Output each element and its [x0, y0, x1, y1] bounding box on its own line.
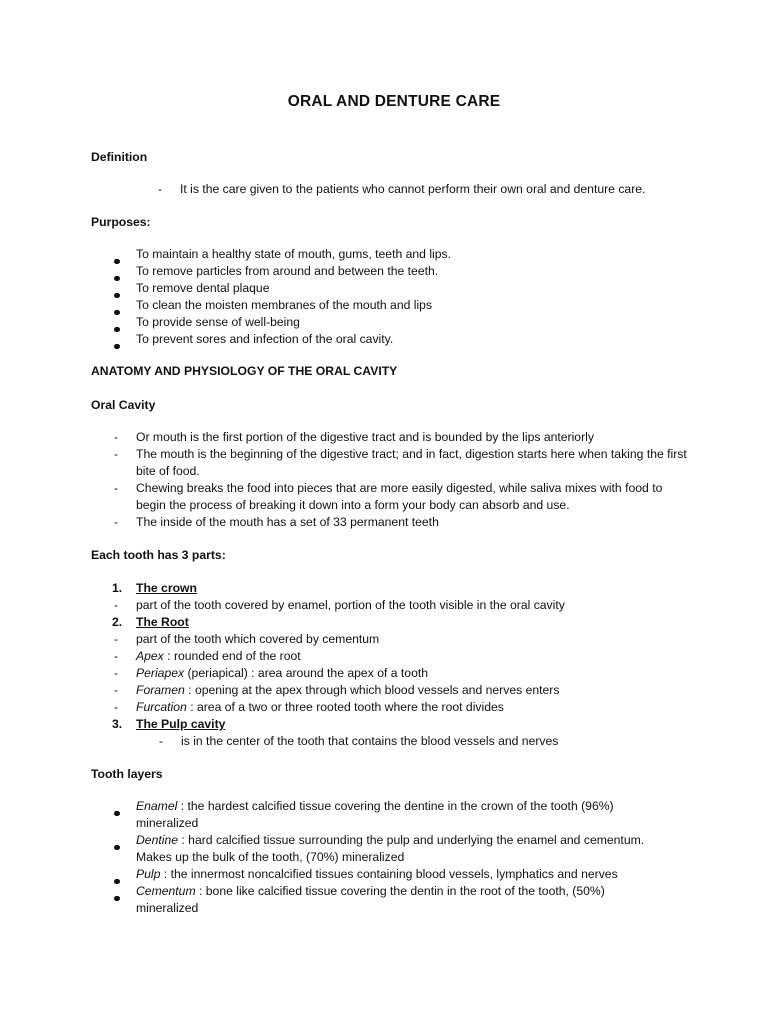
- bullet-icon: [114, 879, 120, 885]
- page-title: ORAL AND DENTURE CARE: [287, 93, 501, 110]
- list-number: 2.: [112, 615, 123, 629]
- list-item: To remove dental plaque: [136, 280, 696, 297]
- bullet-icon: [114, 310, 120, 316]
- list-item: Enamel : the hardest calcified tissue covering the dentine in the crown of the tooth (96%) mineralized: [136, 798, 666, 832]
- purposes-list: [136, 246, 696, 348]
- list-item: - The inside of the mouth has a set of 33 permanent teeth: [114, 515, 439, 529]
- list-item-crown: [112, 580, 696, 597]
- dash-marker: -: [114, 481, 119, 495]
- dash-marker: -: [114, 683, 119, 697]
- part-label: The Pulp cavity: [136, 717, 226, 731]
- dash-marker: -: [159, 734, 164, 748]
- list-item: To prevent sores and infection of the oral cavity.: [136, 331, 696, 348]
- list-item: Dentine : hard calcified tissue surrounding the pulp and underlying the enamel and cementum. Makes up the bulk of the tooth, (70%) mineralized: [136, 832, 666, 866]
- list-item: - Or mouth is the first portion of the digestive tract and is bounded by the lips anteriorly: [114, 430, 594, 444]
- list-item: - is in the center of the tooth that contains the blood vessels and nerves: [159, 734, 559, 748]
- part-label: The Root: [136, 615, 189, 629]
- bullet-icon: [114, 845, 120, 851]
- list-item: - Chewing breaks the food into pieces that are more easily digested, while saliva mixes with food to begin the process of breaking it down into a form your body can absorb and use.: [114, 481, 663, 512]
- tooth-parts-list: [112, 580, 696, 750]
- list-item: - Furcation : area of a two or three rooted tooth where the root divides: [114, 700, 504, 714]
- list-number: 1.: [112, 581, 123, 595]
- dash-marker: -: [114, 649, 119, 663]
- tooth-layers-list: [136, 798, 666, 917]
- part-label: The crown: [136, 581, 197, 595]
- tooth-layers-heading: Tooth layers: [91, 767, 163, 781]
- list-item: Cementum : bone like calcified tissue covering the dentin in the root of the tooth, (50%) mineralized: [136, 883, 666, 917]
- list-item-pulp: [112, 716, 696, 733]
- dash-marker: -: [114, 447, 119, 461]
- definition-heading: Definition: [91, 150, 148, 164]
- dash-marker: -: [114, 430, 119, 444]
- list-item: To clean the moisten membranes of the mouth and lips: [136, 297, 696, 314]
- oral-cavity-heading: Oral Cavity: [91, 398, 156, 412]
- bullet-icon: [114, 327, 120, 333]
- bullet-icon: [114, 276, 120, 282]
- list-item: - Apex : rounded end of the root: [114, 649, 301, 663]
- oral-cavity-list: [114, 429, 691, 531]
- list-item: - Foramen : opening at the apex through which blood vessels and nerves enters: [114, 683, 560, 697]
- list-item: - It is the care given to the patients who cannot perform their own oral and denture care.: [158, 182, 646, 196]
- dash-marker: -: [114, 700, 119, 714]
- list-item: - Periapex (periapical) : area around the apex of a tooth: [114, 666, 429, 680]
- dash-marker: -: [114, 598, 119, 612]
- purposes-heading: Purposes:: [91, 215, 151, 229]
- list-item: - part of the tooth which covered by cementum: [114, 632, 380, 646]
- list-item: Pulp : the innermost noncalcified tissues containing blood vessels, lymphatics and nerves: [136, 866, 666, 883]
- list-item-root: [112, 614, 696, 631]
- tooth-parts-heading: Each tooth has 3 parts:: [91, 548, 226, 562]
- dash-marker: -: [114, 515, 119, 529]
- bullet-icon: [114, 344, 120, 350]
- dash-marker: -: [158, 182, 163, 196]
- list-item: To remove particles from around and between the teeth.: [136, 263, 696, 280]
- list-item: - The mouth is the beginning of the digestive tract; and in fact, digestion starts here when taking the first bite of food.: [114, 447, 687, 478]
- bullet-icon: [114, 293, 120, 299]
- list-number: 3.: [112, 717, 123, 731]
- list-item: To maintain a healthy state of mouth, gums, teeth and lips.: [136, 246, 696, 263]
- anatomy-heading: ANATOMY AND PHYSIOLOGY OF THE ORAL CAVITY: [91, 364, 398, 378]
- dash-marker: -: [114, 666, 119, 680]
- list-item: - part of the tooth covered by enamel, portion of the tooth visible in the oral cavity: [114, 598, 565, 612]
- dash-marker: -: [114, 632, 119, 646]
- bullet-icon: [114, 811, 120, 817]
- definition-list: [158, 181, 700, 198]
- list-item: To provide sense of well-being: [136, 314, 696, 331]
- bullet-icon: [114, 259, 120, 265]
- bullet-icon: [114, 896, 120, 902]
